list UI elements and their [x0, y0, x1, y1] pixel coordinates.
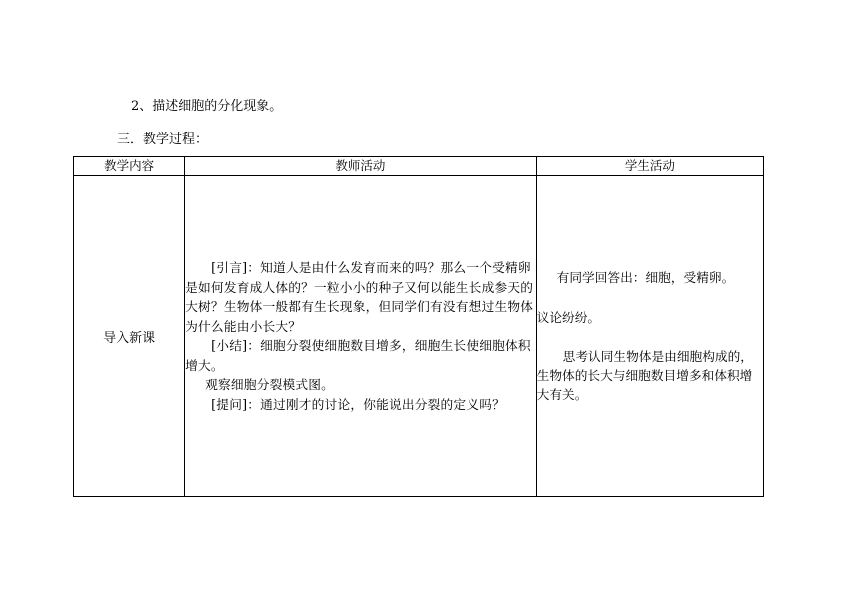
teacher-question-text: [提问]：通过刚才的讨论，你能说出分裂的定义吗？ [211, 396, 505, 412]
cell-teacher-activity [185, 176, 537, 497]
cell-student-activity [536, 176, 763, 497]
teacher-observe-text: 观察细胞分裂模式图。 [205, 377, 335, 392]
table-header-row [74, 157, 764, 176]
student-thinking-text: 思考认同生物体是由细胞构成的，生物体的长大与细胞数目增多和体积增大有关。 [536, 349, 753, 402]
header-teacher-activity: 教师活动 [185, 157, 537, 176]
student-answer-text: 有同学回答出：细胞，受精卵。 [556, 270, 735, 285]
section-heading-teaching-process: 三．教学过程： [117, 132, 209, 147]
student-discussion-text: 议论纷纷。 [536, 310, 601, 325]
cell-teaching-content: 导入新课 [74, 176, 185, 497]
teacher-intro-text: [引言]：知道人是由什么发育而来的吗？那么一个受精卵是如何发育成人体的？一粒小小的种子又何以能生长成参天的大树？生物体一般都有生长现象，但同学们有没有想过生物体为什么能由小长大？ [185, 260, 534, 334]
objective-item-2: 2、描述细胞的分化现象。 [131, 99, 283, 114]
header-student-activity: 学生活动 [536, 157, 763, 176]
header-teaching-content: 教学内容 [74, 157, 185, 176]
table-row [74, 176, 764, 497]
teacher-summary-text: [小结]：细胞分裂使细胞数目增多，细胞生长使细胞体积增大。 [185, 338, 531, 373]
teaching-process-table [73, 156, 764, 497]
